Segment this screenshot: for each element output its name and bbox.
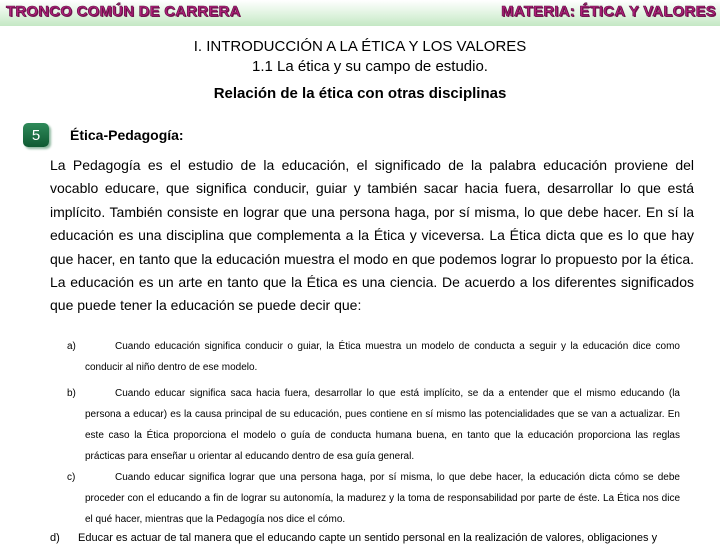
list-marker: d): [50, 532, 60, 544]
list-item-text: Cuando educación significa conducir o guiar, la Ética muestra un modelo de conducta a seguir y la educación dice como conducir al niño dentro de ese modelo.: [85, 341, 680, 373]
body-paragraph: La Pedagogía es el estudio de la educación, el significado de la palabra educación proviene del vocablo educare, que significa conducir, guiar y también sacar hacia fuera, desarrollar lo que está implícito. También consiste en lograr que una persona haga, por sí misma, lo que debe hacer. En sí la educación es una disciplina que complementa a la Ética y viceversa. La Ética dicta que es lo que hay que hacer, en tanto que la educación muestra el modo en que podemos lograr lo propuesto por la ética. La educación es un arte en tanto que la Ética es una ciencia. De acuerdo a los diferentes significados que puede tener la educación se puede decir que:: [50, 157, 694, 314]
list-marker: b): [67, 388, 76, 399]
course-title: TRONCO COMÚN DE CARRERA: [6, 3, 241, 20]
list-item-text: Educar es actuar de tal manera que el educando capte un sentido personal en la realización de valores, obligaciones y: [78, 532, 658, 544]
topic-title: 1.1 La ética y su campo de estudio.: [252, 58, 488, 75]
subject-title: MATERIA: ÉTICA Y VALORES: [501, 3, 716, 20]
list-item-text: Cuando educar significa saca hacia fuera, desarrollar lo que está implícito, se da a entender que el mismo educando (la persona a educar) es la causa principal de su educación, pues contiene en sí mismo las potencialidades que se van a actualizar. En este caso la Ética proporciona el modelo o guía de conducta humana buena, en tanto que la educación proporciona las reglas prácticas para enseñar u orientar al educando dentro de esa guía general.: [85, 388, 680, 462]
section-heading: Ética-Pedagogía:: [70, 127, 184, 143]
list-item-text: Cuando educar significa lograr que una persona haga, por sí misma, lo que debe hacer, la educación dicta cómo se debe proceder con el educando a fin de lograr su autonomía, la madurez y la toma de responsabilidad por parte de éste. La Ética nos dice el qué hacer, mientras que la Pedagogía nos dice el cómo.: [85, 472, 680, 525]
section-number-badge: 5: [23, 123, 49, 147]
list-marker: c): [67, 472, 76, 483]
list-marker: a): [67, 341, 76, 352]
header-bar: [0, 0, 720, 26]
subtopic-title: Relación de la ética con otras disciplinas: [213, 85, 507, 102]
unit-title: I. INTRODUCCIÓN A LA ÉTICA Y LOS VALORES: [193, 38, 527, 55]
